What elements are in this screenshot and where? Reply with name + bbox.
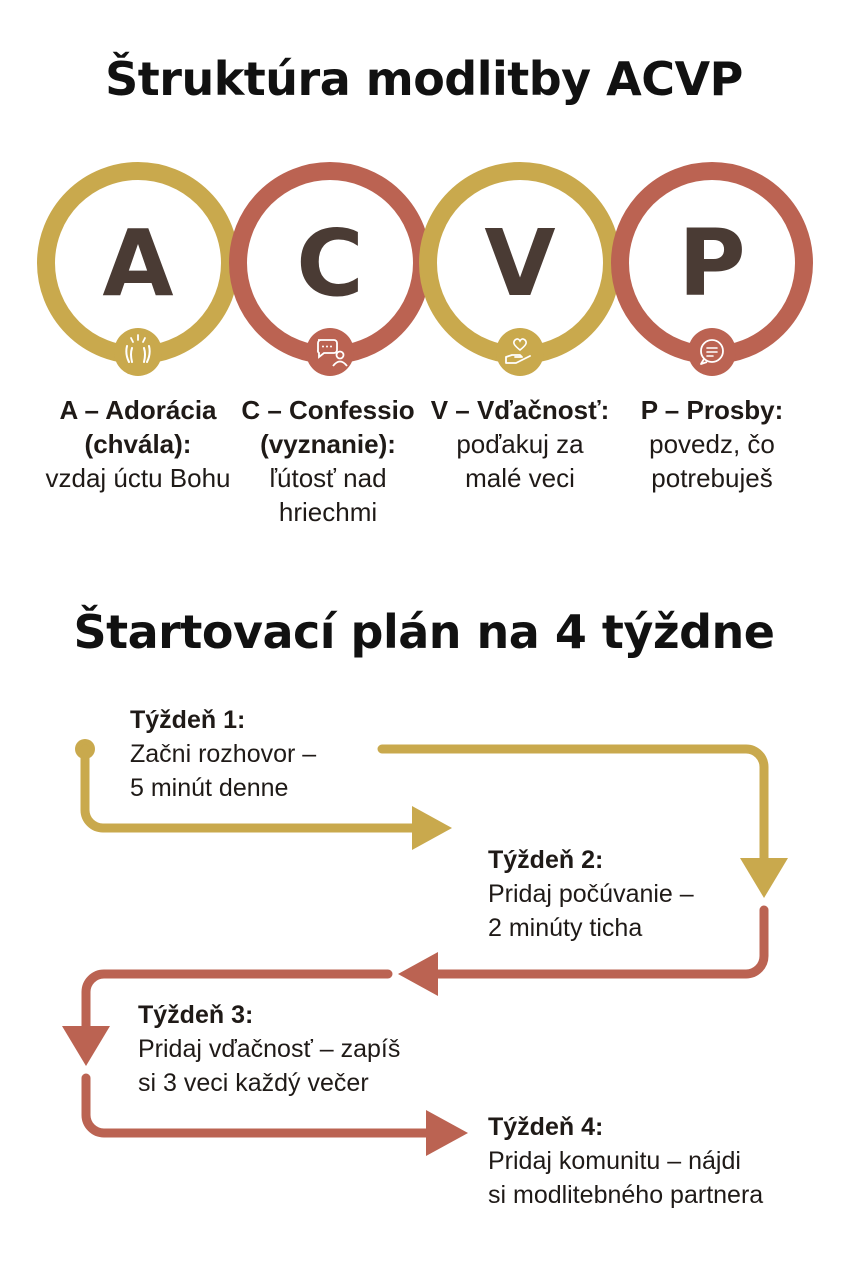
step-week-4-label: Týždeň 4: — [488, 1113, 604, 1141]
step-week-2 — [488, 843, 694, 945]
heart-in-hand-icon — [496, 328, 544, 376]
praise-hands-icon — [114, 328, 162, 376]
col-c-text — [228, 393, 428, 529]
acvp-rings — [0, 150, 848, 380]
col-p-head: P – Prosby: — [640, 395, 784, 425]
acvp-title: Štruktúra modlitby ACVP — [105, 52, 743, 106]
plan-flow-arrows — [0, 680, 848, 1180]
step-week-3-text-2: si 3 veci každý večer — [138, 1069, 369, 1097]
step-week-4-text-1: Pridaj komunitu – nájdi — [488, 1147, 741, 1175]
letter-a: A — [102, 210, 174, 317]
letter-p: P — [678, 210, 746, 317]
col-a-head: A – Adorácia (chvála): — [59, 395, 217, 459]
plan-title: Štartovací plán na 4 týždne — [73, 605, 775, 659]
col-c-head: C – Confessio (vyznanie): — [241, 395, 415, 459]
step-week-3-text-1: Pridaj vďačnosť – zapíš — [138, 1035, 401, 1063]
col-v-desc: poďakuj za malé veci — [456, 429, 584, 493]
speech-bubble-icon — [688, 328, 736, 376]
col-a-text — [38, 393, 238, 495]
col-v-head: V – Vďačnosť: — [430, 395, 610, 425]
col-p-text — [612, 393, 812, 495]
step-week-1-label: Týždeň 1: — [130, 706, 246, 734]
step-week-2-label: Týždeň 2: — [488, 846, 604, 874]
step-week-3 — [138, 998, 400, 1100]
confession-speech-person-icon — [306, 328, 354, 376]
col-c-desc: ľútosť nad hriechmi — [269, 463, 387, 527]
col-a-desc: vzdaj úctu Bohu — [45, 463, 231, 493]
step-week-4-text-2: si modlitebného partnera — [488, 1181, 764, 1209]
step-week-2-text-1: Pridaj počúvanie – — [488, 880, 694, 908]
step-week-2-text-2: 2 minúty ticha — [488, 914, 643, 942]
step-week-1 — [130, 703, 316, 805]
letter-c: C — [296, 210, 364, 317]
step-week-3-label: Týždeň 3: — [138, 1001, 254, 1029]
col-p-desc: povedz, čo potrebuješ — [649, 429, 775, 493]
step-week-4 — [488, 1110, 763, 1212]
step-week-1-text-2: 5 minút denne — [130, 774, 289, 802]
letter-v: V — [484, 210, 556, 317]
step-week-1-text-1: Začni rozhovor – — [130, 740, 317, 768]
col-v-text — [420, 393, 620, 495]
